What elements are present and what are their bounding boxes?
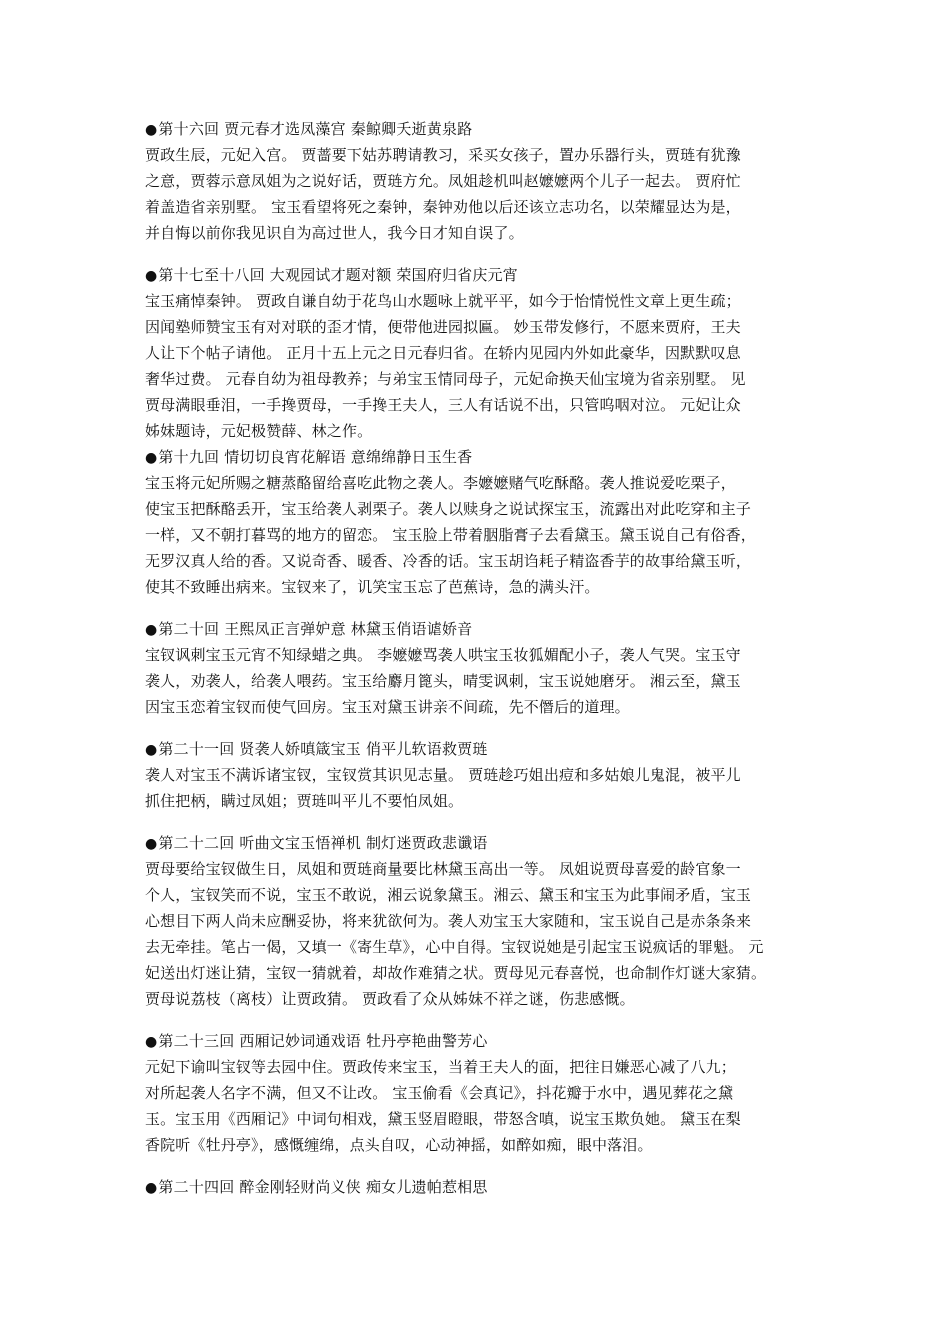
chapter-heading: [145, 616, 825, 642]
summary-line: 元妃下谕叫宝钗等去园中住。贾政传来宝玉，当着王夫人的面，把往日嫌恶心减了八九；: [145, 1058, 736, 1076]
summary-line: 心想目下两人尚未应酬妥协，将来犹欲何为。袭人劝宝玉大家随和，宝玉说自己是赤条条来: [145, 912, 752, 930]
chapter-heading: [145, 736, 825, 762]
summary-line: 使宝玉把酥酪丢开，宝玉给袭人剥栗子。袭人以赎身之说试探宝玉，流露出对此吃穿和主子: [145, 500, 752, 518]
chapter-title: 第二十四回 醉金刚轻财尚义侠 痴女儿遗帕惹相思: [158, 1178, 488, 1196]
summary-line: 使其不致睡出病来。宝钗来了，讥笑宝玉忘了芭蕉诗，急的满头汗。: [145, 578, 600, 596]
chapter-heading: [145, 262, 825, 288]
summary-line: 人让下个帖子请他。 正月十五上元之日元春归省。在轿内见园内外如此豪华，因默默叹息: [145, 344, 741, 362]
chapter-section: [145, 616, 825, 720]
summary-line: 贾母满眼垂泪，一手搀贾母，一手搀王夫人，三人有话说不出，只管呜咽对泣。 元妃让众: [145, 396, 741, 414]
chapter-heading: [145, 1028, 825, 1054]
chapter-section: [145, 262, 825, 444]
summary-line: 妃送出灯迷让猜，宝钗一猜就着，却故作难猜之状。贾母见元春喜悦，也命制作灯谜大家猜。: [145, 964, 767, 982]
chapter-heading: [145, 830, 825, 856]
summary-line: 贾政生辰，元妃入宫。 贾蔷要下姑苏聘请教习，采买女孩子，置办乐器行头，贾琏有犹豫: [145, 146, 741, 164]
chapter-section: [145, 1174, 825, 1200]
chapter-title: 第十七至十八回 大观园试才题对额 荣国府归省庆元宵: [158, 266, 518, 284]
summary-line: 贾母说荔枝（离枝）让贾政猜。 贾政看了众从姊妹不祥之谜，伤悲感慨。: [145, 990, 635, 1008]
summary-line: 一样，又不朝打暮骂的地方的留恋。 宝玉脸上带着胭脂膏子去看黛玉。黛玉说自己有俗香，: [145, 526, 756, 544]
chapter-title: 第二十一回 贤袭人娇嗔箴宝玉 俏平儿软语救贾琏: [158, 740, 488, 758]
summary-line: 并自悔以前你我见识自为高过世人，我今日才知自误了。: [145, 224, 524, 242]
summary-line: 奢华过费。 元春自幼为祖母教养；与弟宝玉情同母子，元妃命换天仙宝境为省亲别墅。 见: [145, 370, 746, 388]
summary-line: 因闻塾师赞宝玉有对对联的歪才情，便带他进园拟匾。 妙玉带发修行，不愿来贾府，王夫: [145, 318, 741, 336]
chapter-section: [145, 830, 825, 1012]
summary-line: 因宝玉恋着宝钗而使气回房。宝玉对黛玉讲亲不间疏，先不僭后的道理。: [145, 698, 630, 716]
summary-line: 无罗汉真人给的香。又说奇香、暖香、冷香的话。宝玉胡诌耗子精盗香芋的故事给黛玉听，: [145, 552, 752, 570]
chapter-heading: [145, 1174, 825, 1200]
bullet-icon: ●: [145, 622, 158, 638]
summary-line: 袭人，劝袭人，给袭人喂药。宝玉给麝月篦头，晴雯讽刺，宝玉说她磨牙。 湘云至，黛玉: [145, 672, 741, 690]
summary-line: 香院听《牡丹亭》，感慨缠绵，点头自叹，心动神摇，如醉如痴，眼中落泪。: [145, 1136, 653, 1154]
chapter-heading: [145, 116, 825, 142]
summary-line: 贾母要给宝钗做生日，凤姐和贾琏商量要比林黛玉高出一等。 凤姐说贾母喜爱的龄官象一: [145, 860, 741, 878]
summary-line: 着盖造省亲别墅。 宝玉看望将死之秦钟，秦钟劝他以后还该立志功名，以荣耀显达为是，: [145, 198, 741, 216]
summary-line: 对所起袭人名字不满，但又不让改。 宝玉偷看《会真记》，抖花瓣于水中，遇见葬花之黛: [145, 1084, 734, 1102]
chapter-section: [145, 736, 825, 814]
bullet-icon: ●: [145, 1180, 158, 1196]
chapter-heading: [145, 444, 825, 470]
summary-line: 个人，宝钗笑而不说，宝玉不敢说，湘云说象黛玉。湘云、黛玉和宝玉为此事闹矛盾，宝玉: [145, 886, 752, 904]
document-body: [145, 116, 825, 1216]
summary-line: 袭人对宝玉不满诉诸宝钗，宝钗赏其识见志量。 贾琏趁巧姐出痘和多姑娘儿鬼混，被平儿: [145, 766, 741, 784]
summary-line: 抓住把柄，瞒过凤姐；贾琏叫平儿不要怕凤姐。: [145, 792, 464, 810]
summary-line: 宝玉痛悼秦钟。 贾政自谦自幼于花鸟山水题咏上就平平，如今于怡情悦性文章上更生疏；: [145, 292, 741, 310]
bullet-icon: ●: [145, 122, 158, 138]
summary-line: 宝钗讽刺宝玉元宵不知绿蜡之典。 李嬷嬷骂袭人哄宝玉妆狐媚配小子，袭人气哭。宝玉守: [145, 646, 741, 664]
chapter-section: [145, 1028, 825, 1158]
bullet-icon: ●: [145, 742, 158, 758]
chapter-title: 第十九回 情切切良宵花解语 意绵绵静日玉生香: [158, 448, 473, 466]
bullet-icon: ●: [145, 450, 158, 466]
chapter-section: [145, 116, 825, 246]
summary-line: 之意，贾蓉示意凤姐为之说好话，贾琏方允。凤姐趁机叫赵嬷嬷两个儿子一起去。 贾府忙: [145, 172, 741, 190]
summary-line: 宝玉将元妃所赐之糖蒸酪留给喜吃此物之袭人。李嬷嬷赌气吃酥酪。袭人推说爱吃栗子，: [145, 474, 736, 492]
summary-line: 姊妹题诗，元妃极赞薛、林之作。: [145, 422, 373, 440]
summary-line: 玉。宝玉用《西厢记》中词句相戏，黛玉竖眉瞪眼，带怒含嗔，说宝玉欺负她。 黛玉在梨: [145, 1110, 741, 1128]
chapter-title: 第二十回 王熙凤正言弹妒意 林黛玉俏语谑娇音: [158, 620, 473, 638]
summary-line: 去无牵挂。笔占一偈，又填一《寄生草》，心中自得。宝钗说她是引起宝玉说疯话的罪魁。 元: [145, 938, 764, 956]
chapter-title: 第二十二回 听曲文宝玉悟禅机 制灯迷贾政悲谶语: [158, 834, 488, 852]
bullet-icon: ●: [145, 836, 158, 852]
chapter-title: 第二十三回 西厢记妙词通戏语 牡丹亭艳曲警芳心: [158, 1032, 488, 1050]
bullet-icon: ●: [145, 1034, 158, 1050]
chapter-section: [145, 444, 825, 600]
chapter-title: 第十六回 贾元春才选凤藻宫 秦鲸卿夭逝黄泉路: [158, 120, 473, 138]
bullet-icon: ●: [145, 268, 158, 284]
